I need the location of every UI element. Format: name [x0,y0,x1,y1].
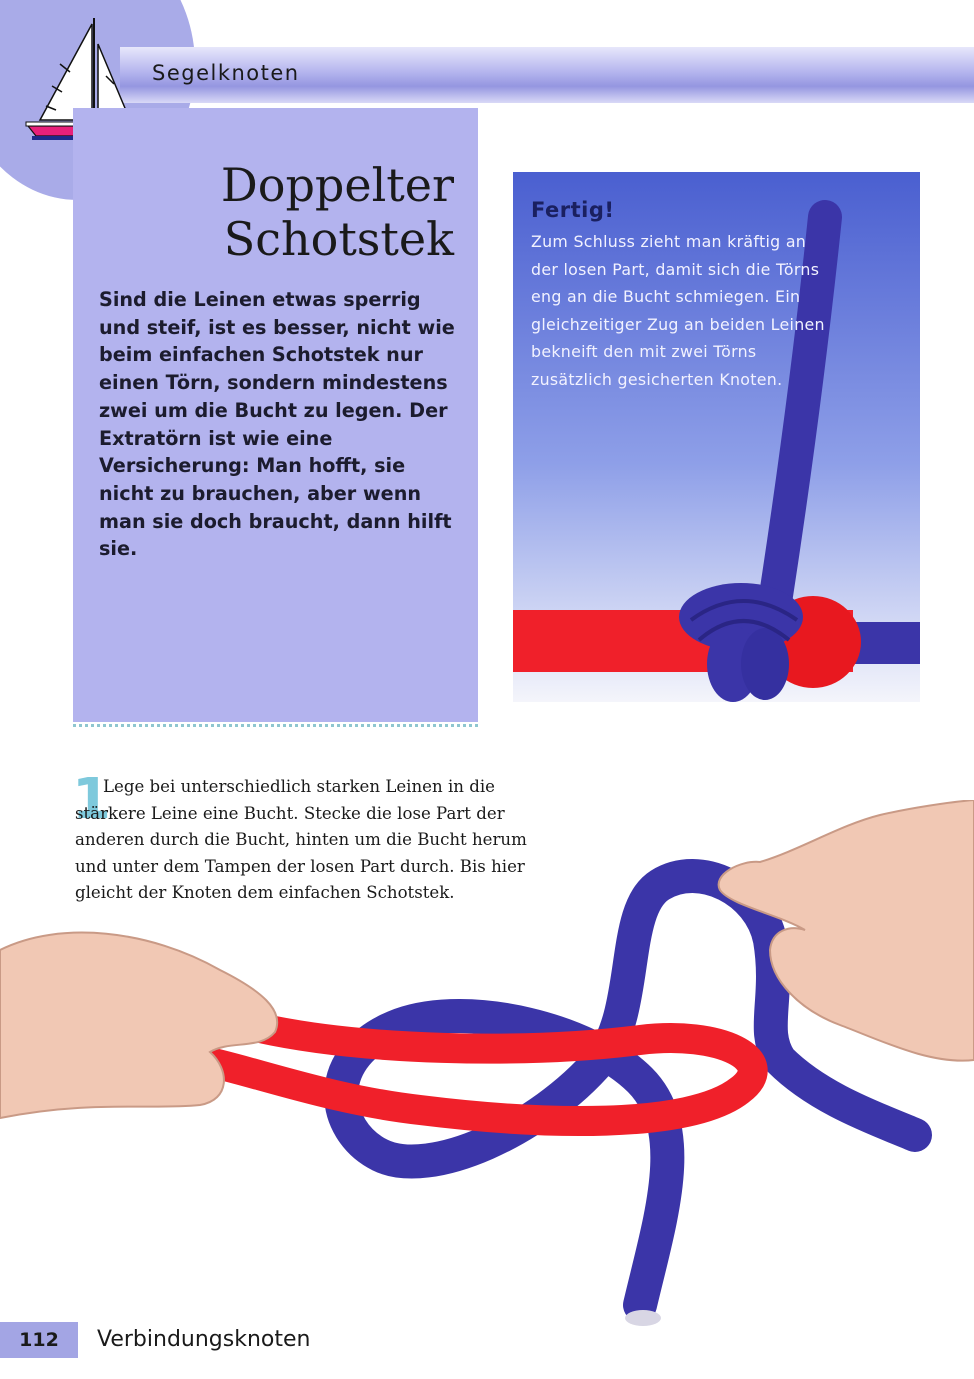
finished-text: Zum Schluss zieht man kräftig an der losen Part, damit sich die Törns eng an die Bucht schmiegen. Ein gleichzeitiger Zug an beiden Leinen bekneift den mit zwei Törns zusätzlich gesicherten Knoten. [531,232,825,389]
title-line-2: Schotstek [223,212,454,266]
page-title [94,158,454,266]
finished-caption [531,198,831,394]
chapter-title: Verbindungsknoten [97,1327,311,1352]
title-line-1: Doppelter [220,158,454,212]
step-knot-photo [0,800,974,1340]
page-number: 112 [19,1329,59,1351]
intro-panel [73,108,478,722]
intro-text: Sind die Leinen etwas sperrig und steif, ist es besser, nicht wie beim einfachen Schotstek nur einen Törn, sondern mindestens zwei um die Bucht zu legen. Der Extratörn ist wie eine Versicherung: Man hofft, sie nicht zu brauchen, aber wenn man sie doch braucht, dann hilft sie. [99,288,455,561]
step-number: 1 [72,767,111,832]
dotted-divider [73,724,478,727]
section-label: Segelknoten [152,61,300,85]
finished-knot-photo [513,172,920,702]
finished-title: Fertig! [531,198,615,222]
step-text-content: Lege bei unterschiedlich starken Leinen in die stärkere Leine eine Bucht. Stecke die lose Part der anderen durch die Bucht, hinten um die Bucht herum und unter dem Tampen der losen Part durch. Bis hier gleicht der Knoten dem einfachen Schotstek. [75,777,527,903]
